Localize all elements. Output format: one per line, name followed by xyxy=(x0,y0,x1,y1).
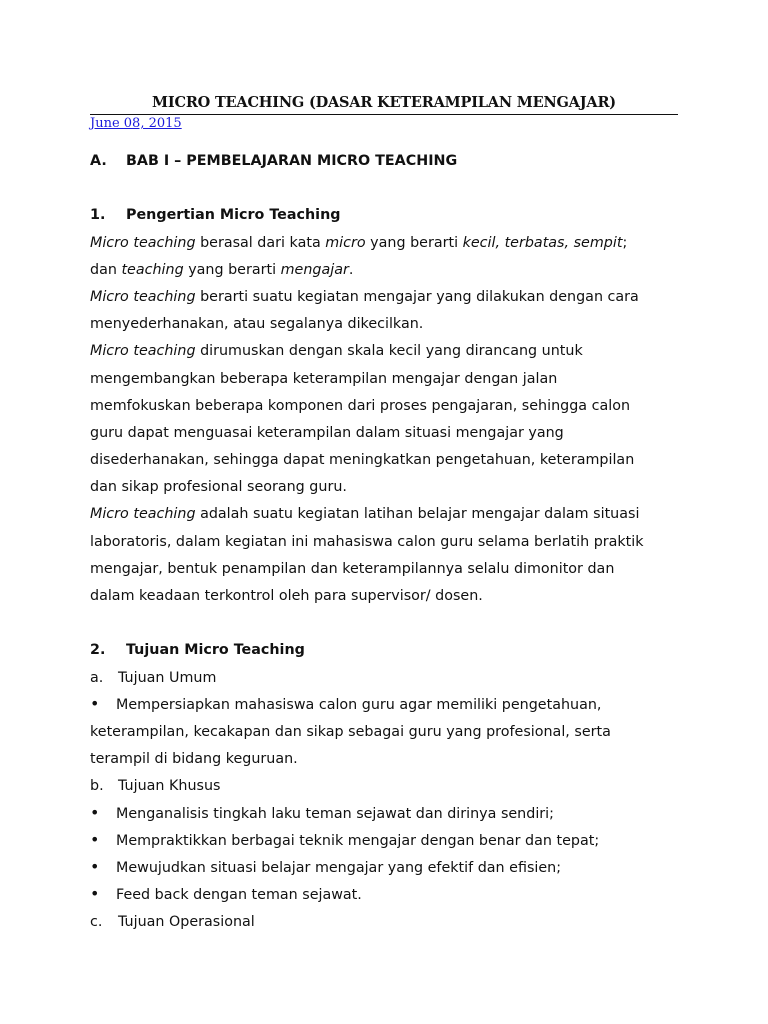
bullet-icon: • xyxy=(90,884,100,904)
list-item: • Mempraktikkan berbagai teknik mengajar dengan benar dan tepat; xyxy=(90,829,600,849)
paragraph-definition: Micro teaching berasal dari kata micro yang berarti kecil, terbatas, sempit; dan teaching yang berarti mengajar. xyxy=(90,234,628,278)
paragraph-meaning: Micro teaching berarti suatu kegiatan mengajar yang dilakukan dengan cara menyederhanakan, atau segalanya dikecilkan. xyxy=(90,288,639,333)
document-body xyxy=(90,148,690,936)
paragraph-formulation: Micro teaching dirumuskan dengan skala kecil yang dirancang untuk mengembangkan beberapa keterampilan mengajar dengan jalan memfokuskan beberapa komponen dari proses pengajaran, sehingga calon guru dapat menguasai keterampilan dalam situasi mengajar yang disederhanakan, sehingga dapat meningkatkan pengetahuan, keterampilan dan sikap profesional seorang guru. xyxy=(90,343,635,496)
list-item: • Feed back dengan teman sejawat. xyxy=(90,884,362,904)
post-date-link[interactable]: June 08, 2015 xyxy=(90,116,182,131)
bullet-icon: • xyxy=(90,693,100,713)
title-divider xyxy=(90,114,678,115)
bullet-icon: • xyxy=(90,829,100,849)
list-item: • Mempersiapkan mahasiswa calon guru agar memiliki pengetahuan, keterampilan, kecakapan dan sikap sebagai guru yang profesional, serta terampil di bidang keguruan. xyxy=(90,693,611,768)
bullet-icon: • xyxy=(90,802,100,822)
bullet-icon: • xyxy=(90,856,100,876)
section-a-heading: A. BAB I – PEMBELAJARAN MICRO TEACHING xyxy=(90,153,458,169)
list-item: • Mewujudkan situasi belajar mengajar yang efektif dan efisien; xyxy=(90,856,562,876)
subheading-tujuan-khusus: b. Tujuan Khusus xyxy=(90,778,221,795)
spacer xyxy=(90,610,690,637)
heading-tujuan: 2. Tujuan Micro Teaching xyxy=(90,642,305,659)
list-item: • Menganalisis tingkah laku teman sejawat dan dirinya sendiri; xyxy=(90,802,554,822)
paragraph-activity: Micro teaching adalah suatu kegiatan latihan belajar mengajar dalam situasi laboratoris, dalam kegiatan ini mahasiswa calon guru selama berlatih praktik mengajar, bentuk penampilan dan keterampilannya selalu dimonitor dan dalam keadaan terkontrol oleh para supervisor/ dosen. xyxy=(90,506,644,604)
heading-pengertian: 1. Pengertian Micro Teaching xyxy=(90,207,341,224)
subheading-tujuan-operasional: c. Tujuan Operasional xyxy=(90,914,255,931)
document-title: MICRO TEACHING (DASAR KETERAMPILAN MENGAJAR) xyxy=(152,94,616,111)
subheading-tujuan-umum: a. Tujuan Umum xyxy=(90,669,217,686)
spacer xyxy=(90,175,690,202)
